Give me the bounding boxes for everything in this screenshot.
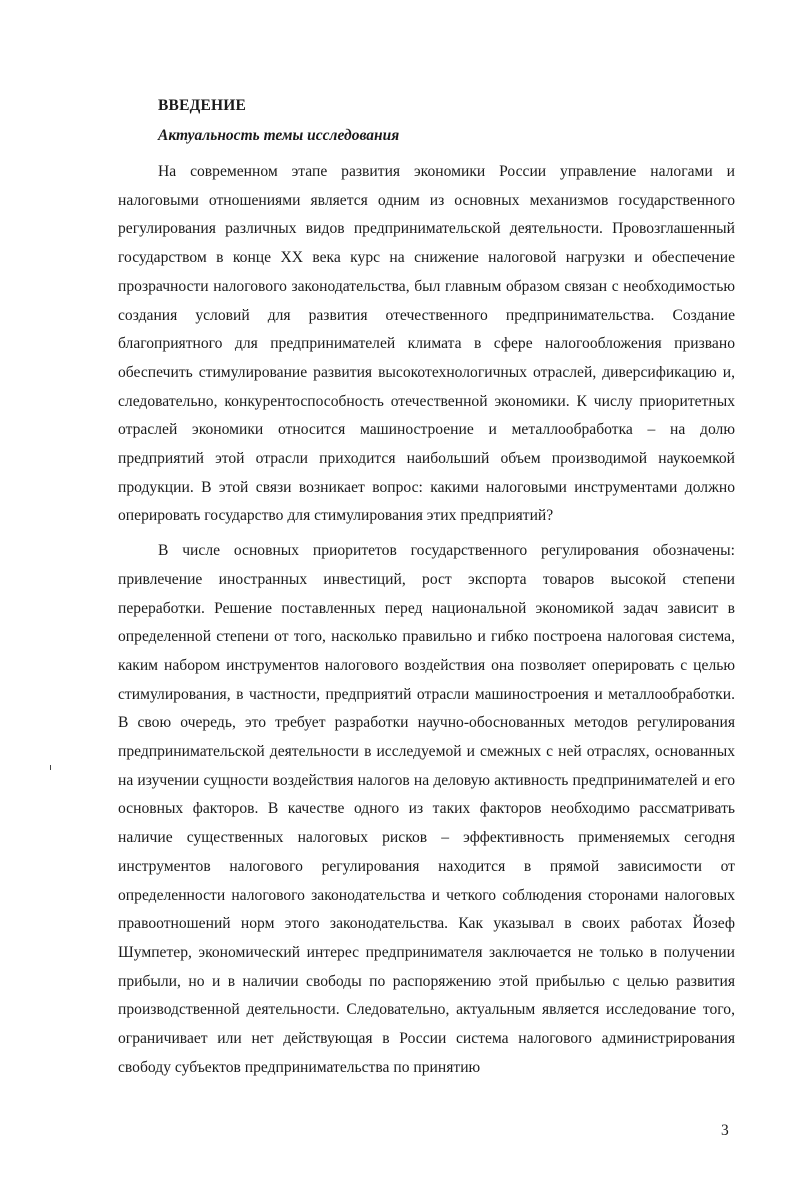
body-text [118,158,735,1083]
paragraph-2: В числе основных приоритетов государственного регулирования обозначены: привлечение иностранных инвестиций, рост экспорта товаров высокой степени переработки. Решение поставленных перед национальной экономикой задач зависит в определенной степени от того, насколько правильно и гибко построена налоговая система, каким набором инструментов налогового воздействия она позволяет оперировать с целью стимулирования, в частности, предприятий отрасли машиностроения и металлообработки. В свою очередь, это требует разработки научно-обоснованных методов регулирования предпринимательской деятельности в исследуемой и смежных с ней отраслях, основанных на изучении сущности воздействия налогов на деловую активность предпринимателей и его основных факторов. В качестве одного из таких факторов необходимо рассматривать наличие существенных налоговых рисков – эффективность применяемых сегодня инструментов налогового регулирования находится в прямой зависимости от определенности налогового законодательства и четкого соблюдения сторонами налоговых правоотношений норм этого законодательства. Как указывал в своих работах Йозеф Шумпетер, экономический интерес предпринимателя заключается не только в получении прибыли, но и в наличии свободы по распоряжению этой прибылью с целью развития производственной деятельности. Следовательно, актуальным является исследование того, ограничивает или нет действующая в России система налогового администрирования свободу субъектов предпринимательства по принятию [118,542,735,1076]
section-subheading: Актуальность темы исследования [158,127,400,144]
paragraph-1: На современном этапе развития экономики России управление налогами и налоговыми отношениями является одним из основных механизмов государственного регулирования различных видов предпринимательской деятельности. Провозглашенный государством в конце XX века курс на снижение налоговой нагрузки и обеспечение прозрачности налогового законодательства, был главным образом связан с необходимостью создания условий для развития отечественного предпринимательства. Создание благоприятного для предпринимателей климата в сфере налогообложения призвано обеспечить стимулирование развития высокотехнологичных отраслей, диверсификацию и, следовательно, конкурентоспособность отечественной экономики. К числу приоритетных отраслей экономики относится машиностроение и металлообработка – на долю предприятий этой отрасли приходится наибольший объем производимой наукоемкой продукции. В этой связи возникает вопрос: какими налоговыми инструментами должно оперировать государство для стимулирования этих предприятий? [118,163,735,525]
scan-artifact-mark [50,765,51,770]
page-number: 3 [721,1122,729,1139]
section-heading: ВВЕДЕНИЕ [158,97,247,114]
